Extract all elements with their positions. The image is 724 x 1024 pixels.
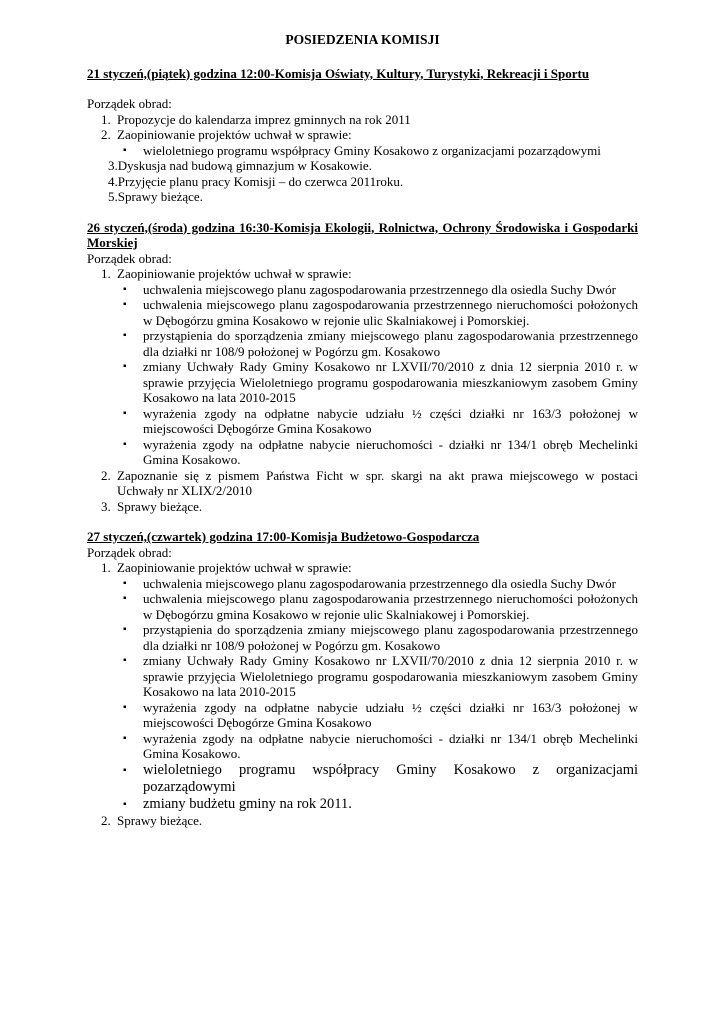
sub-item-text: wyrażenia zgody na odpłatne nabycie udziału ½ części działki nr 163/3 położonej w miejscowości Dębogórze Gmina Kosakowo bbox=[143, 405, 638, 436]
sub-item bbox=[87, 297, 638, 328]
item-text: Zaopiniowanie projektów uchwał w sprawie: bbox=[117, 266, 352, 281]
sub-item bbox=[87, 437, 638, 468]
sub-item-text: uchwalenia miejscowego planu zagospodarowania przestrzennego nieruchomości położonych w Dębogórzu gmina Kosakowo w rejonie ulic Skalniakowej i Pomorskiej. bbox=[143, 591, 638, 622]
sub-item-text: wyrażenia zgody na odpłatne nabycie udziału ½ części działki nr 163/3 położonej w miejscowości Dębogórze Gmina Kosakowo bbox=[143, 699, 638, 730]
sub-item bbox=[87, 700, 638, 731]
sub-item bbox=[87, 796, 638, 813]
item-number: 1. bbox=[101, 266, 111, 281]
sub-item bbox=[87, 591, 638, 622]
agenda-item bbox=[87, 112, 638, 128]
committee-section-3 bbox=[87, 529, 638, 828]
section-heading: 21 styczeń,(piątek) godzina 12:00-Komisja Oświaty, Kultury, Turystyki, Rekreacji i Sportu bbox=[87, 65, 590, 81]
sub-list bbox=[87, 576, 638, 813]
committee-section-2 bbox=[87, 220, 638, 515]
sub-item-text: przystąpienia do sporządzenia zmiany miejscowego planu zagospodarowania przestrzennego dla działki nr 108/9 położonej w Pogórzu gm. Kosakowo bbox=[143, 622, 638, 653]
item-text: Zaopiniowanie projektów uchwał w sprawie: bbox=[117, 560, 352, 575]
item-number: 2. bbox=[101, 467, 111, 483]
agenda-plain-item: 5.Sprawy bieżące. bbox=[108, 189, 203, 204]
sub-item bbox=[87, 359, 638, 406]
sub-item bbox=[87, 622, 638, 653]
bullet-icon: ▪ bbox=[123, 361, 127, 372]
sub-item bbox=[87, 406, 638, 437]
sub-item-text: uchwalenia miejscowego planu zagospodarowania przestrzennego dla osiedla Suchy Dwór bbox=[143, 575, 616, 591]
sub-item-text: zmiany Uchwały Rady Gminy Kosakowo nr LXVII/70/2010 z dnia 12 sierpnia 2010 r. w sprawie przyjęcia Wieloletniego programu gospodarowania mieszkaniowym zasobem Gminy Kosakowo na lata 2010-2015 bbox=[143, 653, 638, 699]
agenda-item bbox=[87, 560, 638, 813]
agenda-item bbox=[87, 266, 638, 468]
bullet-icon: ▪ bbox=[123, 299, 127, 310]
item-text: Propozycje do kalendarza imprez gminnych na rok 2011 bbox=[117, 111, 411, 127]
item-number: 2. bbox=[101, 127, 111, 142]
sub-item bbox=[87, 762, 638, 796]
section-heading: 27 styczeń,(czwartek) godzina 17:00-Komisja Budżetowo-Gospodarcza bbox=[87, 529, 480, 544]
agenda-plain-item: 4.Przyjęcie planu pracy Komisji – do czerwca 2011roku. bbox=[108, 173, 404, 189]
sub-list bbox=[87, 282, 638, 468]
item-text: Zapoznanie się z pismem Państwa Ficht w spr. skargi na akt prawa miejscowego w postaci Uchwały nr XLIX/2/2010 bbox=[117, 467, 638, 498]
agenda-plain-item: 3.Dyskusja nad budową gimnazjum w Kosakowie. bbox=[108, 158, 372, 173]
agenda-label: Porządek obrad: bbox=[87, 544, 172, 560]
bullet-icon: ▪ bbox=[123, 624, 127, 635]
sub-item-text: wyrażenia zgody na odpłatne nabycie nieruchomości - działki nr 134/1 obręb Mechelinki Gmina Kosakowo. bbox=[143, 730, 638, 761]
agenda-list bbox=[87, 112, 638, 159]
item-number: 3. bbox=[101, 498, 111, 514]
sub-item-text: uchwalenia miejscowego planu zagospodarowania przestrzennego nieruchomości położonych w Dębogórzu gmina Kosakowo w rejonie ulic Skalniakowej i Pomorskiej. bbox=[143, 297, 638, 328]
item-text: Sprawy bieżące. bbox=[117, 812, 203, 828]
sub-item-text: wyrażenia zgody na odpłatne nabycie nieruchomości - działki nr 134/1 obręb Mechelinki Gmina Kosakowo. bbox=[143, 436, 638, 467]
sub-item-text: zmiany budżetu gminy na rok 2011. bbox=[143, 795, 352, 812]
item-number: 2. bbox=[101, 812, 111, 828]
agenda-item bbox=[87, 499, 638, 515]
sub-item-text: przystąpienia do sporządzenia zmiany miejscowego planu zagospodarowania przestrzennego dla działki nr 108/9 położonej w Pogórzu gm. Kosakowo bbox=[143, 328, 638, 359]
sub-item bbox=[87, 576, 638, 592]
agenda-label: Porządek obrad: bbox=[87, 96, 172, 111]
agenda-list bbox=[87, 266, 638, 514]
bullet-icon: ▪ bbox=[123, 407, 127, 419]
sub-item-text: wieloletniego programu współpracy Gminy Kosakowo z organizacjami pozarządowymi bbox=[143, 142, 601, 158]
sub-item bbox=[87, 282, 638, 298]
sub-list bbox=[117, 143, 638, 159]
bullet-icon: ▪ bbox=[123, 593, 127, 604]
sub-item-text: zmiany Uchwały Rady Gminy Kosakowo nr LXVII/70/2010 z dnia 12 sierpnia 2010 r. w sprawie przyjęcia Wieloletniego programu gospodarowania mieszkaniowym zasobem Gminy Kosakowo na lata 2010-2015 bbox=[143, 359, 638, 405]
agenda-item bbox=[87, 813, 638, 829]
item-text: Sprawy bieżące. bbox=[117, 498, 203, 514]
section-heading: 26 styczeń,(środa) godzina 16:30-Komisja Ekologii, Rolnictwa, Ochrony Środowiska i Gospodarki Morskiej bbox=[87, 219, 638, 250]
bullet-icon: ▪ bbox=[123, 438, 127, 450]
bullet-icon: ▪ bbox=[123, 732, 127, 744]
sub-item-text: uchwalenia miejscowego planu zagospodarowania przestrzennego dla osiedla Suchy Dwór bbox=[143, 281, 616, 297]
item-number: 1. bbox=[101, 560, 111, 575]
sub-item bbox=[87, 328, 638, 359]
bullet-icon: ▪ bbox=[123, 701, 127, 713]
agenda-item bbox=[87, 127, 638, 158]
sub-item bbox=[87, 143, 638, 159]
agenda-label: Porządek obrad: bbox=[87, 250, 172, 266]
agenda-list bbox=[87, 560, 638, 828]
committee-section-1 bbox=[87, 66, 638, 205]
bullet-icon: ▪ bbox=[123, 764, 127, 776]
bullet-icon: ▪ bbox=[123, 798, 127, 810]
bullet-icon: ▪ bbox=[123, 577, 127, 589]
bullet-icon: ▪ bbox=[123, 655, 127, 666]
item-number: 1. bbox=[101, 111, 111, 127]
agenda-item bbox=[87, 468, 638, 499]
sub-item-text: wieloletniego programu współpracy Gminy Kosakowo z organizacjami pozarządowymi bbox=[143, 761, 638, 795]
item-text: Zaopiniowanie projektów uchwał w sprawie: bbox=[117, 127, 352, 142]
bullet-icon: ▪ bbox=[123, 283, 127, 295]
sub-item bbox=[87, 731, 638, 762]
bullet-icon: ▪ bbox=[123, 330, 127, 341]
bullet-icon: ▪ bbox=[123, 144, 127, 156]
document-title: POSIEDZENIA KOMISJI bbox=[285, 32, 440, 47]
sub-item bbox=[87, 653, 638, 700]
document-page bbox=[87, 32, 638, 828]
